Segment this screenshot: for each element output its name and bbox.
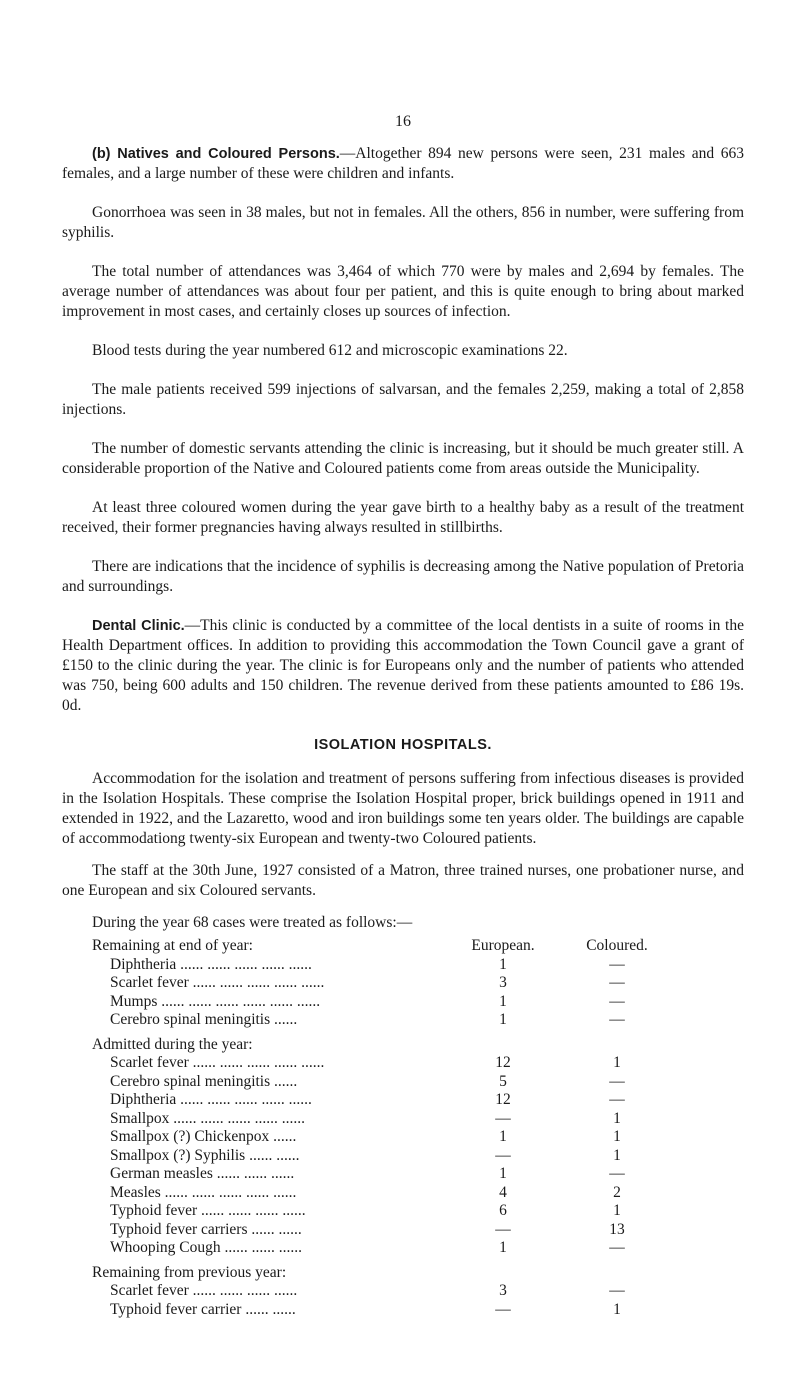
row-label: Smallpox (?) Chickenpox ......: [110, 1128, 297, 1146]
body-paragraph: At least three coloured women during the year gave birth to a healthy baby as a result of the treatment received, their former pregnancies having always resulted in stillbirths.: [62, 499, 744, 536]
table-group-header: [92, 1036, 692, 1055]
table-row: [92, 1054, 692, 1073]
table-row: [92, 1184, 692, 1203]
row-label: Typhoid fever ...... ...... ...... ......: [110, 1202, 306, 1220]
coloured-count: 1: [613, 1054, 621, 1072]
coloured-count: 13: [609, 1220, 625, 1238]
row-label: Measles ...... ...... ...... ...... ......: [110, 1183, 297, 1201]
group-title: Remaining from previous year:: [92, 1263, 287, 1281]
european-count: —: [495, 1220, 511, 1238]
coloured-count: —: [609, 1072, 625, 1090]
group-title: Remaining at end of year:: [92, 937, 253, 955]
coloured-count: —: [609, 1239, 625, 1257]
european-count: 5: [499, 1072, 507, 1090]
body-paragraph: The total number of attendances was 3,464 of which 770 were by males and 2,694 by females. The average number of attendances was about four per patient, and this is quite enough to bring about marked improvement in most cases, and certainly closes up sources of infection.: [62, 263, 744, 320]
natives-paragraph: [62, 144, 744, 184]
european-count: 12: [495, 1091, 511, 1109]
body-paragraph: Blood tests during the year numbered 612 and microscopic examinations 22.: [92, 342, 568, 359]
body-paragraph: There are indications that the incidence of syphilis is decreasing among the Native population of Pretoria and surroundings.: [62, 558, 744, 595]
european-count: 1: [499, 955, 507, 973]
european-count: 3: [499, 974, 507, 992]
column-header-coloured: Coloured.: [586, 937, 648, 955]
row-label: Scarlet fever ...... ...... ...... ......: [110, 1282, 298, 1300]
table-row: [92, 1165, 692, 1184]
page-number: 16: [395, 113, 411, 130]
table-row: [92, 1110, 692, 1129]
cases-intro: During the year 68 cases were treated as follows:—: [92, 914, 413, 931]
coloured-count: —: [609, 1091, 625, 1109]
row-label: Scarlet fever ...... ...... ...... ...... ......: [110, 1054, 325, 1072]
isolation-heading: ISOLATION HOSPITALS.: [314, 737, 492, 753]
row-label: German measles ...... ...... ......: [110, 1165, 295, 1183]
coloured-count: 1: [613, 1202, 621, 1220]
european-count: 12: [495, 1054, 511, 1072]
natives-text: —Altogether 894 new persons were seen, 231 males and 663 females, and a large number of these were children and infants.: [62, 145, 744, 182]
column-header-european: European.: [471, 937, 535, 955]
european-count: —: [495, 1300, 511, 1318]
row-label: Whooping Cough ...... ...... ......: [110, 1239, 303, 1257]
coloured-count: 2: [613, 1183, 621, 1201]
row-label: Smallpox ...... ...... ...... ...... ......: [110, 1109, 306, 1127]
coloured-count: —: [609, 1165, 625, 1183]
coloured-count: —: [609, 1282, 625, 1300]
european-count: 1: [499, 1128, 507, 1146]
row-label: Typhoid fever carrier ...... ......: [110, 1300, 296, 1318]
table-row: [92, 1239, 692, 1258]
dental-heading: Dental Clinic.: [92, 618, 185, 634]
isolation-paragraph: Accommodation for the isolation and treatment of persons suffering from infectious diseases is provided in the Isolation Hospitals. These comprise the Isolation Hospital proper, brick buildings opened in 1911 and extended in 1922, and the Lazaretto, wood and iron buildings some ten years older. The buildings are capable of accommodationg twenty-six European and twenty-two Coloured patients.: [62, 770, 744, 847]
cases-table: [92, 937, 692, 1319]
european-count: 4: [499, 1183, 507, 1201]
coloured-count: 1: [613, 1128, 621, 1146]
european-count: 6: [499, 1202, 507, 1220]
table-row: [92, 956, 692, 975]
table-row: [92, 1128, 692, 1147]
group-title: Admitted during the year:: [92, 1035, 253, 1053]
row-label: Cerebro spinal meningitis ......: [110, 1072, 298, 1090]
european-count: —: [495, 1146, 511, 1164]
table-row: [92, 1301, 692, 1320]
table-group-header: [92, 937, 692, 956]
european-count: 1: [499, 1165, 507, 1183]
coloured-count: —: [609, 992, 625, 1010]
document-page: [62, 112, 744, 1319]
natives-heading: (b) Natives and Coloured Persons.: [92, 146, 340, 162]
table-row: [92, 993, 692, 1012]
coloured-count: 1: [613, 1109, 621, 1127]
body-paragraph: Gonorrhoea was seen in 38 males, but not in females. All the others, 856 in number, were suffering from syphilis.: [62, 204, 744, 241]
dental-text: —This clinic is conducted by a committee of the local dentists in a suite of rooms in the Health Department offices. In addition to providing this accommodation the Town Council gave a grant of £150 to the clinic during the year. The clinic is for Europeans only and the number of patients who attended was 750, being 600 adults and 150 children. The revenue derived from these patients amounted to £86 19s. 0d.: [62, 617, 744, 714]
table-group-header: [92, 1264, 692, 1283]
table-row: [92, 1221, 692, 1240]
row-label: Diphtheria ...... ...... ...... ...... ......: [110, 955, 312, 973]
coloured-count: —: [609, 955, 625, 973]
row-label: Diphtheria ...... ...... ...... ...... ......: [110, 1091, 312, 1109]
european-count: 3: [499, 1282, 507, 1300]
european-count: —: [495, 1109, 511, 1127]
coloured-count: 1: [613, 1146, 621, 1164]
coloured-count: —: [609, 1011, 625, 1029]
european-count: 1: [499, 992, 507, 1010]
coloured-count: —: [609, 974, 625, 992]
row-label: Cerebro spinal meningitis ......: [110, 1011, 298, 1029]
coloured-count: 1: [613, 1300, 621, 1318]
table-row: [92, 1202, 692, 1221]
body-paragraph: The male patients received 599 injections of salvarsan, and the females 2,259, making a total of 2,858 injections.: [62, 381, 744, 418]
table-row: [92, 1091, 692, 1110]
european-count: 1: [499, 1011, 507, 1029]
table-row: [92, 974, 692, 993]
body-paragraph: The number of domestic servants attending the clinic is increasing, but it should be much greater still. A considerable proportion of the Native and Coloured patients come from areas outside the Municipality.: [62, 440, 744, 477]
table-row: [92, 1073, 692, 1092]
row-label: Typhoid fever carriers ...... ......: [110, 1220, 302, 1238]
row-label: Smallpox (?) Syphilis ...... ......: [110, 1146, 300, 1164]
table-row: [92, 1147, 692, 1166]
dental-paragraph: [62, 616, 744, 716]
row-label: Mumps ...... ...... ...... ...... ...... ......: [110, 992, 321, 1010]
table-row: [92, 1282, 692, 1301]
european-count: 1: [499, 1239, 507, 1257]
row-label: Scarlet fever ...... ...... ...... ...... ......: [110, 974, 325, 992]
table-row: [92, 1011, 692, 1030]
staff-paragraph: The staff at the 30th June, 1927 consisted of a Matron, three trained nurses, one probationer nurse, and one European and six Coloured servants.: [62, 862, 744, 899]
